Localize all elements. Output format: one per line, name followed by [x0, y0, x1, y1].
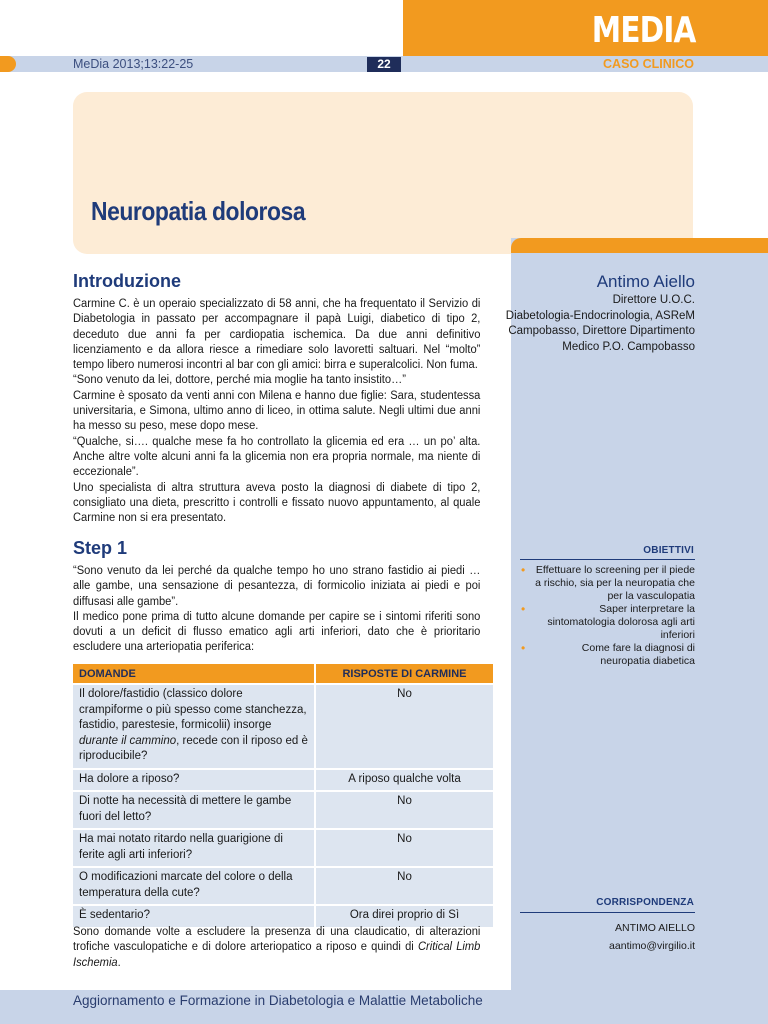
journal-reference: MeDia 2013;13:22-25: [73, 57, 194, 71]
obiettivi-rule: [520, 559, 695, 560]
paragraph: Uno specialista di altra struttura aveva posto la diagnosi di diabete di tipo 2, consigliato una dieta, prescritto i controlli e fissato nuovo appuntamento, al quale Carmine non si era presentato.: [73, 481, 481, 525]
header-corner-accent: [0, 56, 16, 72]
affiliation-line: Diabetologia-Endocrinologia, ASReM: [505, 309, 695, 322]
answer-cell: A riposo qualche volta: [315, 769, 493, 792]
table-row: [73, 791, 493, 829]
answer-cell: No: [315, 791, 493, 829]
questions-table: [73, 664, 493, 927]
section-heading-step1: Step 1: [73, 538, 128, 558]
introduzione-body: [73, 297, 480, 526]
footer: [0, 990, 768, 1024]
step1-body: [73, 564, 480, 656]
table-row: [73, 769, 493, 792]
bullet-icon: •: [521, 602, 526, 616]
author-name: Antimo Aiello: [596, 272, 695, 291]
journal-brand-logo: MEDIA: [592, 10, 696, 51]
column-header-risposte: RISPOSTE DI CARMINE: [315, 664, 493, 684]
column-header-domande: DOMANDE: [73, 664, 315, 684]
answer-cell: No: [315, 867, 493, 905]
correspondence-email[interactable]: aantimo@virgilio.it: [609, 940, 695, 952]
paragraph: Carmine C. è un operaio specializzato di 58 anni, che ha frequentato il Servizio di Diabetologia in passato per accompagnare il papà Luigi, diabetico di tipo 2, deceduto due anni fa per cardiopatia ischemica. Da due anni definitivo licenziamento e da allora riesce a rimediare solo lavoretti saltuari. Nel “molto” tempo libero numerosi incontri al bar con gli amici: birra e superalcolici. Non fuma.: [73, 298, 481, 372]
bullet-icon: •: [521, 563, 526, 577]
paragraph: “Sono venuto da lei perché da qualche tempo ho uno strano fastidio ai piedi … alle gambe, una sensazione di pesantezza, di formicolio iniziata ai piedi e poi diffusasi alle gambe”.: [73, 565, 481, 608]
correspondence-name: ANTIMO AIELLO: [615, 922, 695, 934]
title-panel: [73, 92, 693, 254]
answer-cell: No: [315, 684, 493, 769]
paragraph: Il medico pone prima di tutto alcune domande per capire se i sintomi riferiti sono dovuti a un deficit di flusso ematico agli arti inferiori, dato che è prioritario escludere una arteriopatia periferica:: [73, 610, 481, 654]
question-cell: Ha dolore a riposo?: [73, 769, 315, 792]
sidebar-top-accent: [511, 238, 768, 253]
paragraph: “Sono venuto da lei, dottore, perché mia moglie ha tanto insistito…”: [73, 374, 406, 387]
answer-cell: Ora direi proprio di Sì: [315, 905, 493, 927]
table-row: [73, 867, 493, 905]
affiliation-line: Campobasso, Direttore Dipartimento: [508, 325, 695, 337]
section-label: CASO CLINICO: [603, 57, 694, 71]
question-cell: Il dolore/fastidio (classico dolore crampiforme o più spesso come stanchezza, fastidio, parestesie, formicolii) insorge durante il cammino, recede con il riposo ed è riproducibile?: [73, 684, 315, 769]
table-header-row: [73, 664, 493, 684]
question-cell: Ha mai notato ritardo nella guarigione di ferite agli arti inferiori?: [73, 829, 315, 867]
corrispondenza-rule: [520, 912, 695, 913]
question-cell: È sedentario?: [73, 905, 315, 927]
header-orange-block: [403, 0, 768, 56]
table-row: [73, 905, 493, 927]
affiliation-line: Direttore U.O.C.: [612, 294, 695, 306]
list-item: • Come fare la diagnosi di neuropatia diabetica: [521, 641, 695, 667]
affiliation-line: Medico P.O. Campobasso: [562, 340, 695, 353]
page-number: 22: [367, 57, 401, 72]
bullet-icon: •: [521, 641, 526, 655]
list-item: • Effettuare lo screening per il piede a rischio, sia per la neuropatia che per la vasculopatia: [521, 563, 695, 602]
obiettivi-heading: OBIETTIVI: [643, 545, 694, 556]
paragraph: “Qualche, si…. qualche mese fa ho controllato la glicemia ed era … un po’ alta. Anche altre volte alcuni anni fa la glicemia non era propria normale, ma niente di eccezionale”.: [73, 435, 481, 479]
corrispondenza-heading: CORRISPONDENZA: [596, 897, 694, 908]
paragraph: Carmine è sposato da venti anni con Milena e hanno due figlie: Sara, studentessa universitaria, e Simona, ultimo anno di liceo, in ottima salute. Negli ultimi due anni ha messo su peso, mese dopo mese.: [73, 389, 481, 433]
author-affiliation: [495, 293, 695, 355]
question-cell: Di notte ha necessità di mettere le gambe fuori del letto?: [73, 791, 315, 829]
article-title: Neuropatia dolorosa: [91, 196, 306, 226]
obiettivi-list: [518, 564, 695, 668]
table-row: [73, 684, 493, 769]
answer-cell: No: [315, 829, 493, 867]
table-row: [73, 829, 493, 867]
closing-paragraph: Sono domande volte a escludere la presenza di una claudicatio, di alterazioni trofiche vasculopatiche e di dolore arteriopatico a riposo e quindi di Critical Limb Ischemia.: [73, 926, 481, 969]
list-item: • Saper interpretare la sintomatologia dolorosa agli arti inferiori: [521, 602, 695, 641]
question-cell: O modificazioni marcate del colore o della temperatura della cute?: [73, 867, 315, 905]
footer-journal-title: Aggiornamento e Formazione in Diabetologia e Malattie Metaboliche: [73, 993, 483, 1008]
section-heading-introduzione: Introduzione: [73, 271, 181, 291]
